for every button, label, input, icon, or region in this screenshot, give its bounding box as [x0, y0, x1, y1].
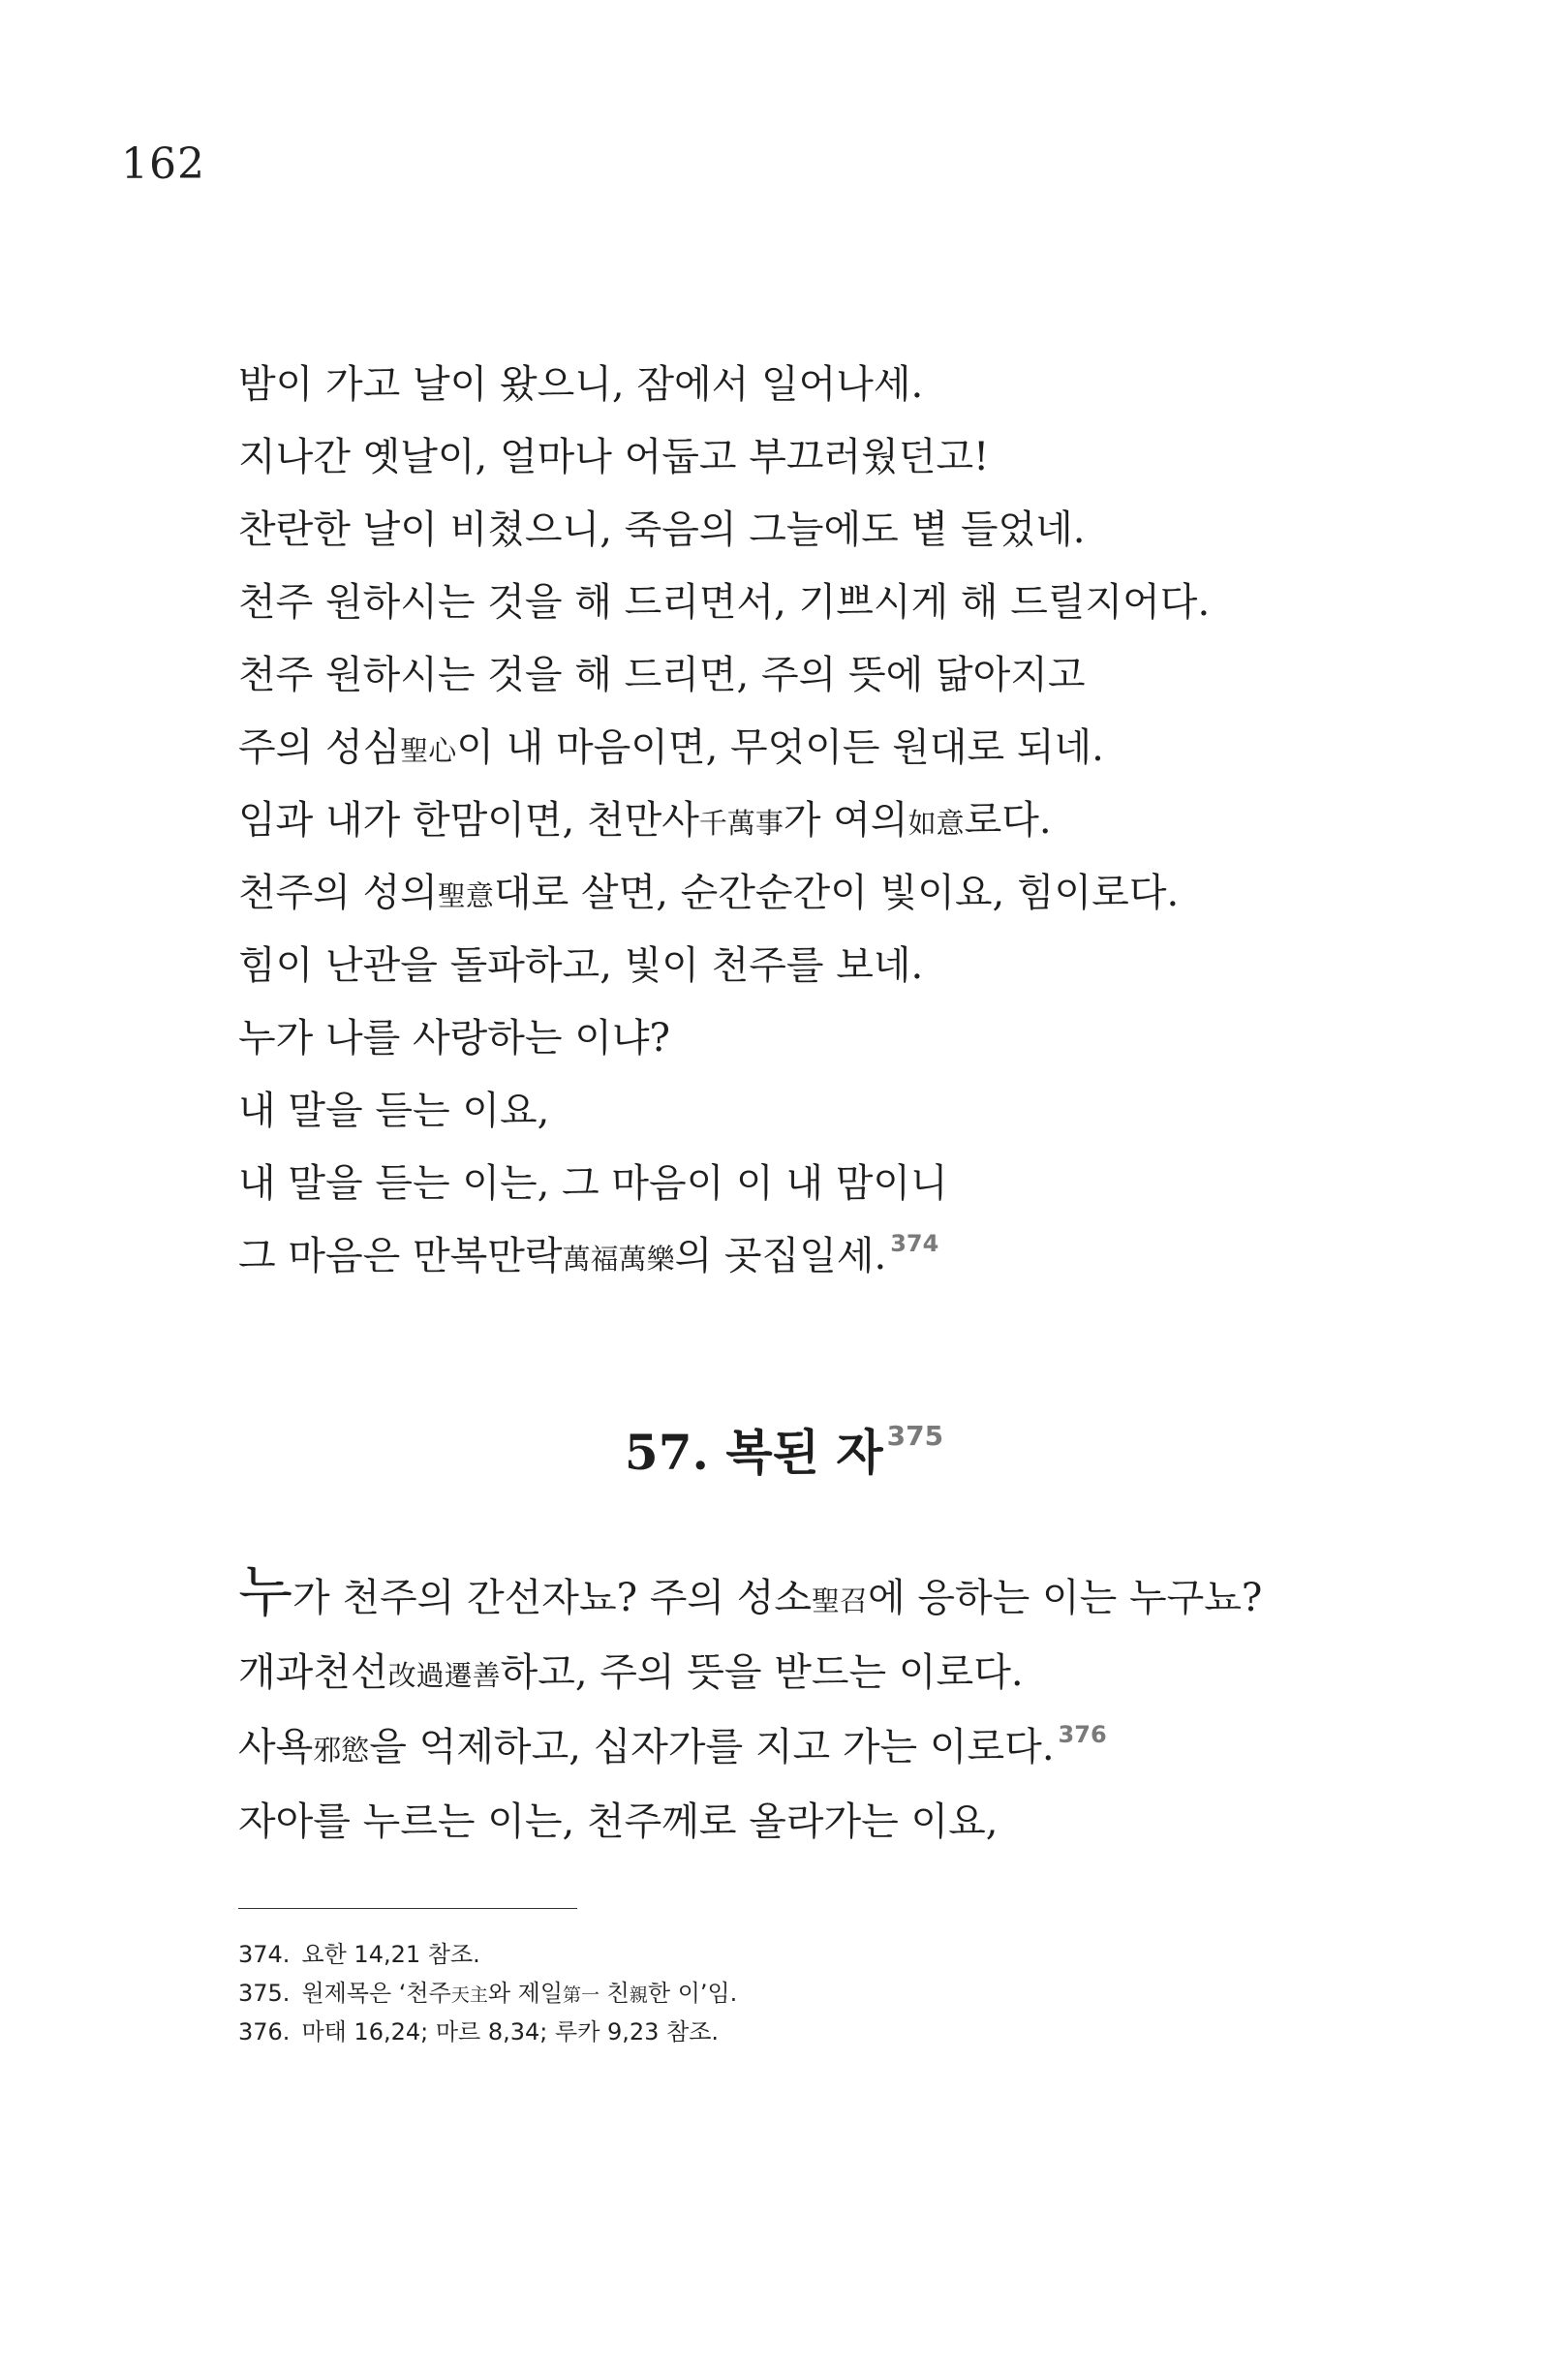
stanza-line: 자아를 누르는 이는, 천주께로 올라가는 이요, [238, 1799, 999, 1844]
footnote-marker[interactable]: 376 [1058, 1721, 1107, 1748]
section-title-text: 57. 복된 자 [624, 1424, 883, 1481]
poem-line: 천주 원하시는 것을 해 드리면서, 기쁘시게 해 드릴지어다. [238, 580, 1211, 625]
hanja-gloss: 聖召 [812, 1584, 869, 1617]
hanja-gloss: 親 [629, 1984, 648, 2006]
hanja-gloss: 萬福萬樂 [562, 1243, 675, 1276]
poem-block [238, 349, 1400, 1293]
poem-line: 지나간 옛날이, 얼마나 어둡고 부끄러웠던고! [238, 435, 990, 479]
hanja-gloss: 千萬事 [698, 807, 784, 840]
hanja-gloss: 聖心 [400, 734, 457, 767]
footnote-number: 375. [238, 1980, 291, 2007]
footnote-item: 375. 원제목은 ‘천주天主와 제일第一 친親한 이’임. [238, 1980, 738, 2007]
footnote-item: 374. 요한 14,21 참조. [238, 1941, 480, 1968]
stanza-line: 개과천선改過遷善하고, 주의 뜻을 받드는 이로다. [238, 1650, 1024, 1695]
poem-line: 임과 내가 한맘이면, 천만사千萬事가 여의如意로다. [238, 798, 1052, 843]
stanza-line: 사욕邪慾을 억제하고, 십자가를 지고 가는 이로다. $^{376}$ [238, 1721, 1107, 1769]
poem-line: 천주의 성의聖意대로 살면, 순간순간이 빛이요, 힘이로다. [238, 871, 1180, 915]
poem-line: 찬란한 날이 비쳤으니, 죽음의 그늘에도 볕 들었네. [238, 507, 1086, 552]
poem-line: 누가 나를 사랑하는 이냐? [238, 1016, 670, 1061]
drop-cap: 누 [238, 1558, 293, 1624]
footnote-marker[interactable]: 375 [886, 1419, 944, 1452]
hanja-gloss: 如意 [907, 807, 965, 840]
hanja-gloss: 改過遷善 [387, 1659, 501, 1692]
poem-line: 주의 성심聖心이 내 마음이면, 무엇이든 원대로 되네. [238, 725, 1104, 770]
page-number: 162 [121, 139, 205, 189]
footnote-number: 374. [238, 1941, 291, 1968]
footnote-marker[interactable]: 374 [890, 1230, 939, 1257]
footnote-number: 376. [238, 2018, 291, 2045]
stanza-block [238, 1558, 1400, 1860]
section-title [0, 1414, 1568, 1492]
footnote-divider [238, 1908, 577, 1909]
hanja-gloss: 邪慾 [313, 1734, 370, 1767]
stanza-line: 누가 천주의 간선자뇨? 주의 성소聖召에 응하는 이는 누구뇨? [238, 1558, 1263, 1624]
hanja-gloss: 第一 [563, 1984, 600, 2006]
poem-line: 내 말을 듣는 이는, 그 마음이 이 내 맘이니 [238, 1161, 948, 1206]
poem-line: 그 마음은 만복만락萬福萬樂의 곳집일세. $^{374}$ [238, 1230, 939, 1278]
poem-line: 천주 원하시는 것을 해 드리면, 주의 뜻에 닮아지고 [238, 653, 1086, 697]
poem-line: 힘이 난관을 돌파하고, 빛이 천주를 보네. [238, 943, 924, 988]
hanja-gloss: 天主 [450, 1984, 488, 2006]
footnote-item: 376. 마태 16,24; 마르 8,34; 루카 9,23 참조. [238, 2018, 720, 2045]
footnotes [238, 1935, 1400, 2051]
hanja-gloss: 聖意 [437, 879, 494, 912]
poem-line: 밤이 가고 날이 왔으니, 잠에서 일어나세. [238, 362, 924, 407]
poem-line: 내 말을 듣는 이요, [238, 1089, 550, 1133]
